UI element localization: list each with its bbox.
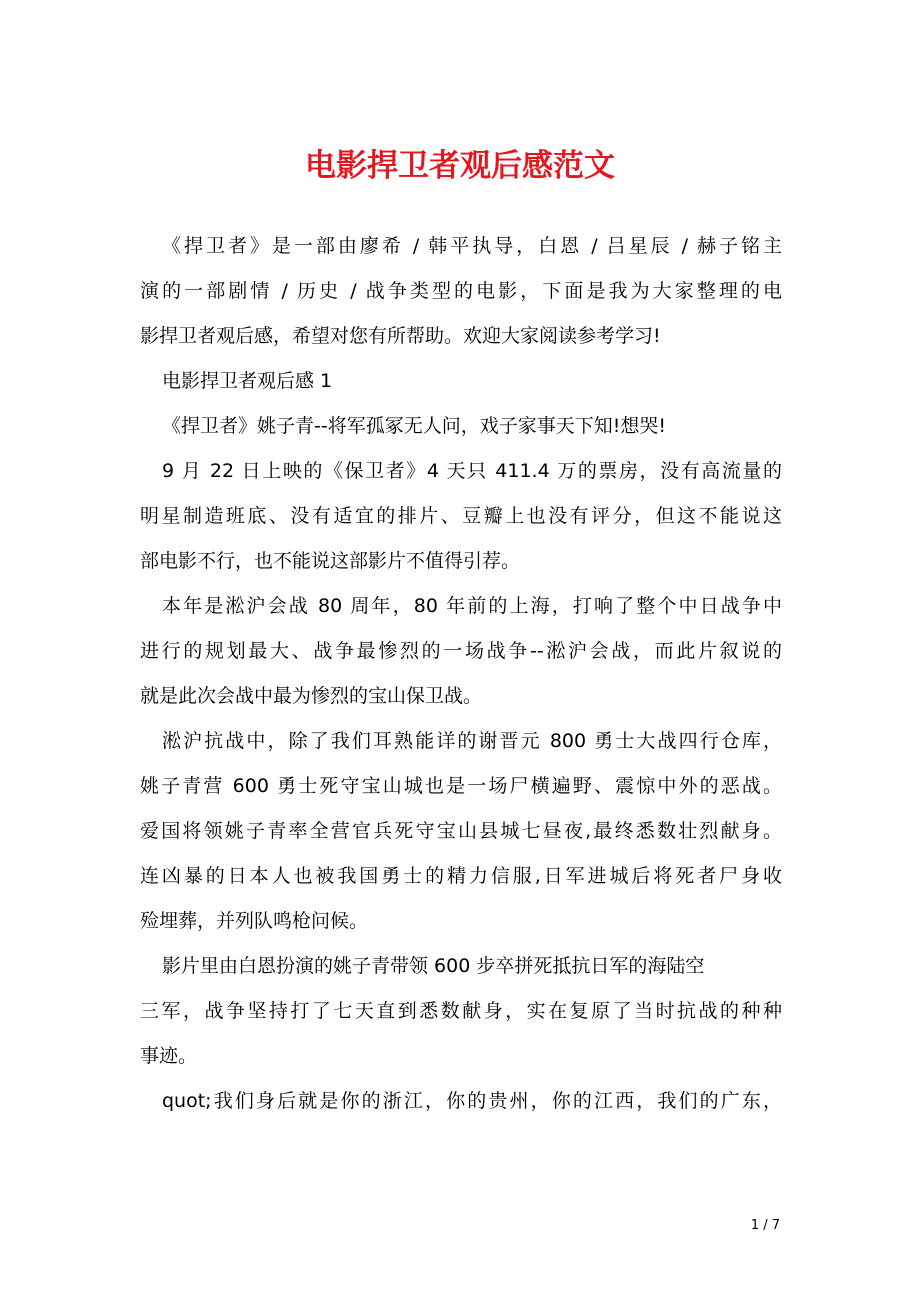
text-line: 姚子青营 600 勇士死守宝山城也是一场尸横遍野、震惊中外的恶战。	[140, 775, 782, 797]
text-line: 部电影不行，也不能说这部影片不值得引荐。	[140, 550, 521, 572]
text-line: 演的一部剧情 / 历史 / 战争类型的电影，下面是我为大家整理的电	[140, 280, 782, 302]
text-line: 本年是淞沪会战 80 周年，80 年前的上海，打响了整个中日战争中	[162, 595, 782, 617]
text-line: 连凶暴的日本人也被我国勇士的精力信服,日军进城后将死者尸身收	[140, 865, 782, 887]
text-line: 9 月 22 日上映的《保卫者》4 天只 411.4 万的票房，没有高流量的	[162, 460, 782, 482]
text-line: 爱国将领姚子青率全营官兵死守宝山县城七昼夜,最终悉数壮烈献身。	[140, 820, 782, 842]
text-line: 就是此次会战中最为惨烈的宝山保卫战。	[140, 685, 483, 707]
text-line: 淞沪抗战中，除了我们耳熟能详的谢晋元 800 勇士大战四行仓库，	[162, 730, 782, 752]
page-number: 1 / 7	[750, 1218, 780, 1233]
text-line: 影片里由白恩扮演的姚子青带领 600 步卒拼死抵抗日军的海陆空	[162, 955, 705, 977]
text-line: 事迹。	[140, 1045, 198, 1067]
text-line: 明星制造班底、没有适宜的排片、豆瓣上也没有评分，但这不能说这	[140, 505, 782, 527]
text-line: 进行的规划最大、战争最惨烈的一场战争--淞沪会战，而此片叙说的	[140, 640, 782, 662]
text-line: 《捍卫者》是一部由廖希 / 韩平执导，白恩 / 吕星辰 / 赫子铭主	[162, 235, 782, 257]
text-line: quot;我们身后就是你的浙江，你的贵州，你的江西，我们的广东，	[162, 1090, 782, 1112]
text-line: 三军，战争坚持打了七天直到悉数献身，实在复原了当时抗战的种种	[140, 1000, 782, 1022]
text-line: 殓埋葬，并列队鸣枪问候。	[140, 910, 369, 932]
document-body	[140, 224, 782, 1124]
document-title: 电影捍卫者观后感范文	[305, 148, 615, 184]
text-line: 电影捍卫者观后感 1	[162, 370, 333, 392]
text-line: 影捍卫者观后感，希望对您有所帮助。欢迎大家阅读参考学习!	[140, 325, 661, 347]
text-line: 《捍卫者》姚子青--将军孤冢无人问，戏子家事天下知!想哭!	[162, 415, 666, 437]
